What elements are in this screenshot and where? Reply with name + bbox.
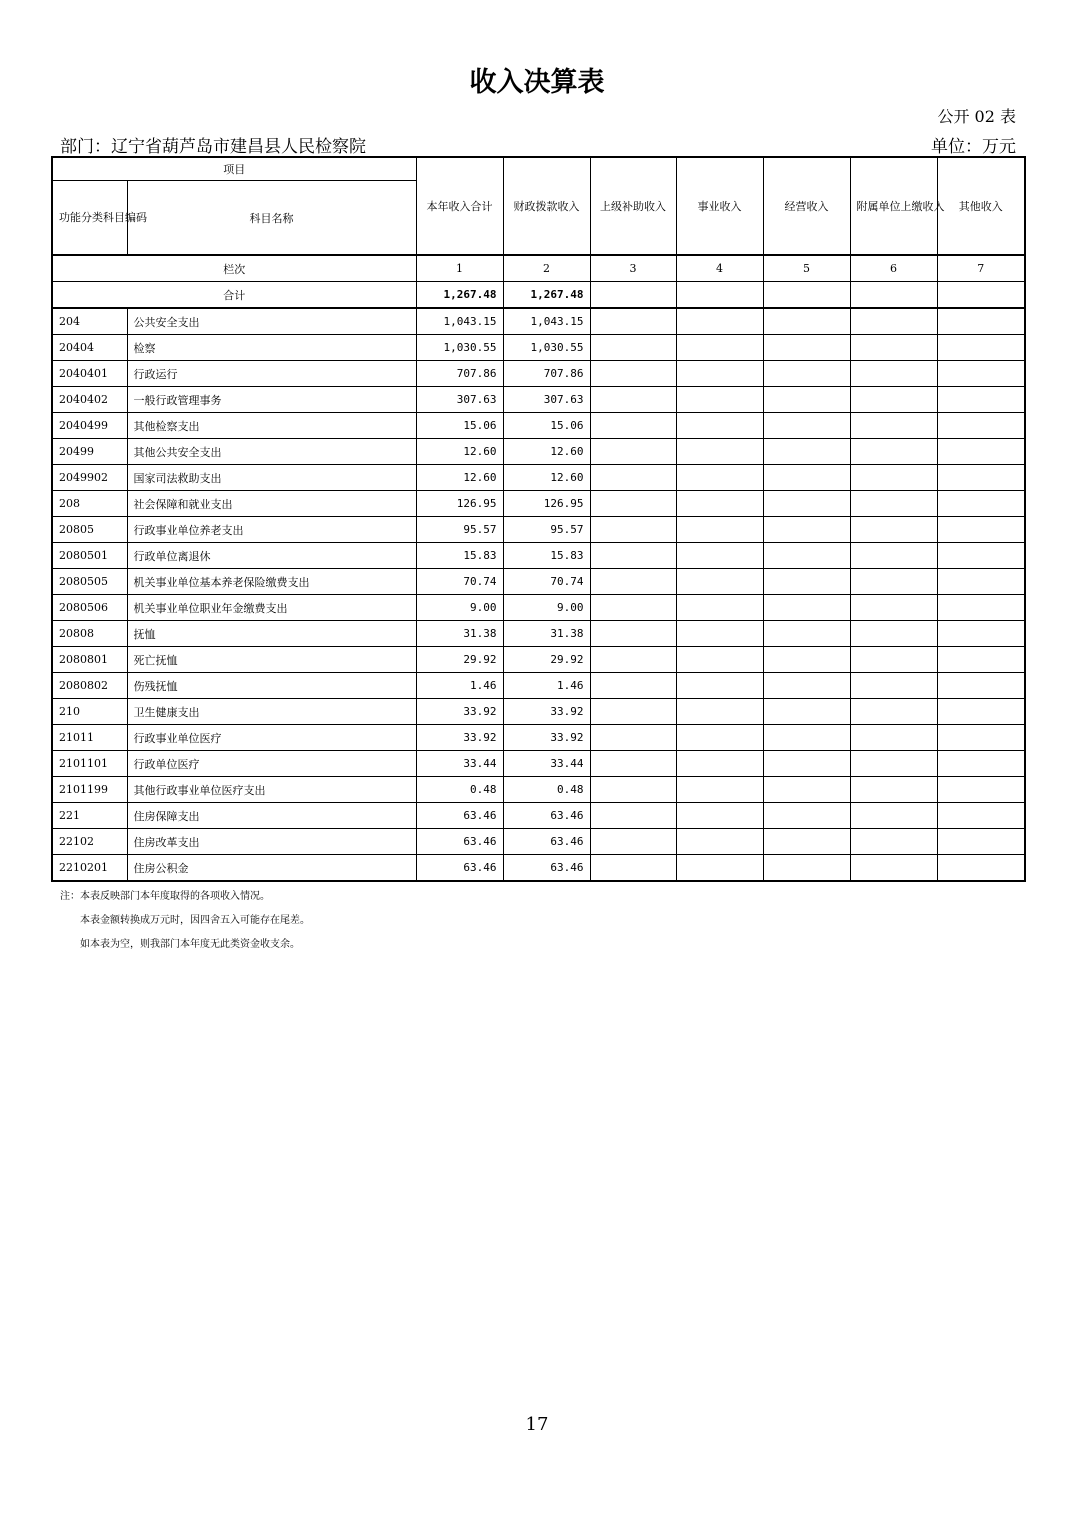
column-number: 1 [416,255,503,282]
row-total-income: 70.74 [416,569,503,595]
page-title: 收入决算表 [469,67,605,98]
empty-cell [590,413,676,439]
empty-cell [850,413,937,439]
empty-cell [676,829,763,855]
row-subject-name: 住房改革支出 [127,829,416,855]
table-row [52,361,1025,387]
row-code: 2080802 [52,673,127,699]
table-row [52,725,1025,751]
empty-cell [850,595,937,621]
row-subject-name: 机关事业单位职业年金缴费支出 [127,595,416,621]
row-fiscal-income: 0.48 [503,777,590,803]
empty-cell [937,855,1025,882]
empty-cell [850,777,937,803]
empty-cell [676,543,763,569]
page-number: 17 [525,1414,549,1435]
empty-cell [850,855,937,882]
empty-cell [937,413,1025,439]
row-code: 204 [52,308,127,335]
row-total-income: 33.92 [416,725,503,751]
row-code: 20499 [52,439,127,465]
empty-cell [590,387,676,413]
empty-cell [763,439,850,465]
row-subject-name: 住房保障支出 [127,803,416,829]
empty-cell [676,855,763,882]
empty-cell [850,308,937,335]
empty-cell [590,335,676,361]
empty-cell [763,543,850,569]
empty-cell [676,465,763,491]
row-code: 2040401 [52,361,127,387]
row-fiscal-income: 29.92 [503,647,590,673]
empty-cell [590,673,676,699]
empty-cell [850,282,937,309]
row-code: 20404 [52,335,127,361]
table-number: 公开 02 表 [937,107,1016,126]
row-total-income: 33.44 [416,751,503,777]
empty-cell [763,308,850,335]
empty-cell [937,308,1025,335]
table-row [52,517,1025,543]
empty-cell [590,569,676,595]
row-code: 2040499 [52,413,127,439]
empty-cell [676,725,763,751]
row-total-income: 29.92 [416,647,503,673]
empty-cell [850,543,937,569]
empty-cell [590,491,676,517]
row-fiscal-income: 1,030.55 [503,335,590,361]
header-row-project [52,157,1025,181]
row-subject-name: 行政事业单位医疗 [127,725,416,751]
table-row [52,673,1025,699]
row-code: 2080506 [52,595,127,621]
row-fiscal-income: 9.00 [503,595,590,621]
empty-cell [676,335,763,361]
row-code: 2210201 [52,855,127,882]
row-total-income: 63.46 [416,855,503,882]
row-total-income: 33.92 [416,699,503,725]
empty-cell [676,777,763,803]
table-row [52,621,1025,647]
row-subject-name: 机关事业单位基本养老保险缴费支出 [127,569,416,595]
row-code: 2049902 [52,465,127,491]
row-subject-name: 其他检察支出 [127,413,416,439]
empty-cell [850,387,937,413]
header-superior-subsidy: 上级补助收入 [590,157,676,255]
empty-cell [850,751,937,777]
row-subject-name: 行政运行 [127,361,416,387]
note-line: 注：本表反映部门本年度取得的各项收入情况。 [60,891,270,902]
table-row [52,491,1025,517]
row-total-income: 12.60 [416,439,503,465]
row-total-income: 63.46 [416,803,503,829]
table-row [52,777,1025,803]
row-subject-name: 公共安全支出 [127,308,416,335]
empty-cell [850,621,937,647]
empty-cell [763,465,850,491]
row-fiscal-income: 15.06 [503,413,590,439]
total-income-value: 1,267.48 [416,282,503,309]
empty-cell [850,673,937,699]
header-business-income: 事业收入 [676,157,763,255]
empty-cell [850,361,937,387]
empty-cell [590,803,676,829]
empty-cell [676,282,763,309]
empty-cell [850,491,937,517]
empty-cell [676,569,763,595]
empty-cell [850,803,937,829]
row-subject-name: 其他行政事业单位医疗支出 [127,777,416,803]
empty-cell [850,829,937,855]
empty-cell [676,361,763,387]
empty-cell [850,439,937,465]
column-number-row [52,255,1025,282]
row-total-income: 9.00 [416,595,503,621]
row-fiscal-income: 31.38 [503,621,590,647]
row-code: 21011 [52,725,127,751]
empty-cell [676,439,763,465]
header-project: 项目 [52,157,416,181]
row-code: 2101101 [52,751,127,777]
row-code: 2080505 [52,569,127,595]
empty-cell [937,335,1025,361]
empty-cell [590,465,676,491]
column-number: 6 [850,255,937,282]
row-fiscal-income: 1,043.15 [503,308,590,335]
row-code: 20805 [52,517,127,543]
empty-cell [763,855,850,882]
row-fiscal-income: 63.46 [503,829,590,855]
row-fiscal-income: 63.46 [503,855,590,882]
empty-cell [590,647,676,673]
empty-cell [850,699,937,725]
row-code: 2080501 [52,543,127,569]
row-fiscal-income: 33.92 [503,725,590,751]
row-fiscal-income: 33.92 [503,699,590,725]
empty-cell [676,517,763,543]
row-subject-name: 行政单位医疗 [127,751,416,777]
total-label: 合计 [52,282,416,309]
empty-cell [676,491,763,517]
table-row [52,439,1025,465]
row-total-income: 63.46 [416,829,503,855]
empty-cell [937,491,1025,517]
empty-cell [590,595,676,621]
table-row [52,413,1025,439]
empty-cell [763,803,850,829]
row-fiscal-income: 15.83 [503,543,590,569]
empty-cell [590,751,676,777]
table-row [52,829,1025,855]
column-number-label: 栏次 [52,255,416,282]
total-fiscal-value: 1,267.48 [503,282,590,309]
income-final-accounts-table [51,156,1026,882]
row-total-income: 15.83 [416,543,503,569]
column-number: 7 [937,255,1025,282]
empty-cell [850,335,937,361]
empty-cell [937,803,1025,829]
row-code: 210 [52,699,127,725]
empty-cell [763,647,850,673]
empty-cell [763,595,850,621]
empty-cell [590,439,676,465]
empty-cell [937,361,1025,387]
header-subject-name: 科目名称 [127,181,416,256]
empty-cell [763,621,850,647]
empty-cell [590,829,676,855]
header-fiscal: 财政拨款收入 [503,157,590,255]
row-fiscal-income: 12.60 [503,465,590,491]
empty-cell [676,699,763,725]
empty-cell [763,361,850,387]
table-row [52,647,1025,673]
header-affiliated-income: 附属单位上缴收入 [850,157,937,255]
empty-cell [590,621,676,647]
row-fiscal-income: 12.60 [503,439,590,465]
row-fiscal-income: 33.44 [503,751,590,777]
row-fiscal-income: 95.57 [503,517,590,543]
empty-cell [937,829,1025,855]
row-code: 2040402 [52,387,127,413]
header-operating-income: 经营收入 [763,157,850,255]
row-subject-name: 其他公共安全支出 [127,439,416,465]
unit-label: 单位：万元 [931,137,1016,157]
row-code: 22102 [52,829,127,855]
row-code: 2101199 [52,777,127,803]
table-row [52,335,1025,361]
empty-cell [763,569,850,595]
table-row [52,543,1025,569]
empty-cell [937,569,1025,595]
empty-cell [850,517,937,543]
table-row [52,751,1025,777]
empty-cell [937,725,1025,751]
empty-cell [937,465,1025,491]
empty-cell [850,569,937,595]
empty-cell [763,282,850,309]
empty-cell [763,751,850,777]
header-func-code: 功能分类科目编码 [52,181,127,256]
empty-cell [590,517,676,543]
notes [60,885,310,957]
empty-cell [937,751,1025,777]
empty-cell [937,777,1025,803]
empty-cell [763,491,850,517]
empty-cell [676,751,763,777]
empty-cell [763,829,850,855]
table-row [52,308,1025,335]
empty-cell [763,725,850,751]
table-row [52,569,1025,595]
empty-cell [937,647,1025,673]
total-row [52,282,1025,309]
empty-cell [590,855,676,882]
empty-cell [590,543,676,569]
row-total-income: 126.95 [416,491,503,517]
empty-cell [937,543,1025,569]
row-subject-name: 伤残抚恤 [127,673,416,699]
empty-cell [590,777,676,803]
row-subject-name: 抚恤 [127,621,416,647]
empty-cell [676,413,763,439]
empty-cell [937,387,1025,413]
row-fiscal-income: 707.86 [503,361,590,387]
empty-cell [937,621,1025,647]
row-subject-name: 一般行政管理事务 [127,387,416,413]
empty-cell [937,699,1025,725]
empty-cell [676,308,763,335]
row-total-income: 1,043.15 [416,308,503,335]
table-row [52,465,1025,491]
row-subject-name: 卫生健康支出 [127,699,416,725]
row-total-income: 1.46 [416,673,503,699]
empty-cell [937,282,1025,309]
empty-cell [937,439,1025,465]
row-fiscal-income: 63.46 [503,803,590,829]
table-row [52,855,1025,882]
row-total-income: 707.86 [416,361,503,387]
empty-cell [937,517,1025,543]
empty-cell [590,699,676,725]
row-total-income: 12.60 [416,465,503,491]
column-number: 4 [676,255,763,282]
empty-cell [590,308,676,335]
row-subject-name: 行政事业单位养老支出 [127,517,416,543]
empty-cell [763,673,850,699]
empty-cell [763,387,850,413]
empty-cell [676,621,763,647]
row-code: 208 [52,491,127,517]
row-total-income: 15.06 [416,413,503,439]
empty-cell [763,699,850,725]
header-total-income: 本年收入合计 [416,157,503,255]
empty-cell [937,673,1025,699]
empty-cell [850,725,937,751]
header-other-income: 其他收入 [937,157,1025,255]
row-fiscal-income: 1.46 [503,673,590,699]
table-row [52,387,1025,413]
row-total-income: 0.48 [416,777,503,803]
row-subject-name: 检察 [127,335,416,361]
row-total-income: 307.63 [416,387,503,413]
table-row [52,699,1025,725]
empty-cell [763,777,850,803]
row-subject-name: 死亡抚恤 [127,647,416,673]
empty-cell [676,803,763,829]
row-total-income: 95.57 [416,517,503,543]
empty-cell [763,413,850,439]
department-label: 部门：辽宁省葫芦岛市建昌县人民检察院 [60,137,366,157]
column-number: 5 [763,255,850,282]
note-line: 如本表为空，则我部门本年度无此类资金收支余。 [80,939,300,950]
empty-cell [590,725,676,751]
column-number: 3 [590,255,676,282]
empty-cell [763,335,850,361]
row-fiscal-income: 126.95 [503,491,590,517]
row-subject-name: 行政单位离退休 [127,543,416,569]
empty-cell [937,595,1025,621]
row-total-income: 1,030.55 [416,335,503,361]
empty-cell [676,673,763,699]
empty-cell [590,361,676,387]
row-subject-name: 住房公积金 [127,855,416,882]
empty-cell [676,387,763,413]
empty-cell [676,647,763,673]
row-code: 221 [52,803,127,829]
row-fiscal-income: 70.74 [503,569,590,595]
row-fiscal-income: 307.63 [503,387,590,413]
row-code: 2080801 [52,647,127,673]
empty-cell [763,517,850,543]
row-subject-name: 国家司法救助支出 [127,465,416,491]
empty-cell [676,595,763,621]
row-subject-name: 社会保障和就业支出 [127,491,416,517]
empty-cell [850,647,937,673]
empty-cell [850,465,937,491]
row-code: 20808 [52,621,127,647]
table-row [52,595,1025,621]
table-row [52,803,1025,829]
empty-cell [590,282,676,309]
note-line: 本表金额转换成万元时，因四舍五入可能存在尾差。 [80,915,310,926]
row-total-income: 31.38 [416,621,503,647]
column-number: 2 [503,255,590,282]
